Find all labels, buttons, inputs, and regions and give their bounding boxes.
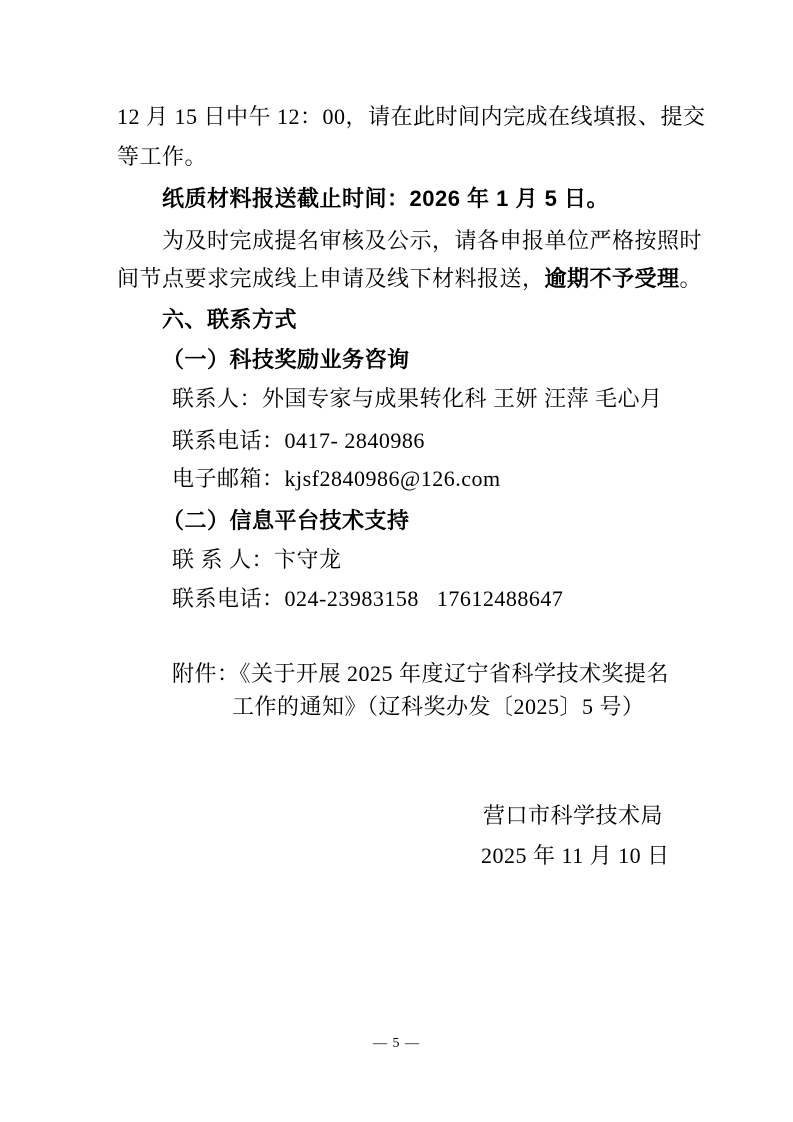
paragraph-review-line2-emphasis: 逾期不予受理 [544, 266, 680, 291]
subsection2-contact-phone: 联系电话：024-23983158 17612488647 [172, 586, 564, 611]
subsection2-contact-person: 联 系 人：卞守龙 [172, 547, 342, 572]
signature-date: 2025 年 11 月 10 日 [481, 843, 670, 868]
subsection1-contact-email: 电子邮箱：kjsf2840986@126.com [172, 466, 501, 491]
paragraph-review-line1: 为及时完成提名审核及公示，请各申报单位严格按照时 [162, 228, 703, 253]
paragraph-review-line2 [117, 265, 702, 293]
paragraph-online-deadline-line2: 等工作。 [117, 144, 208, 169]
page-number: — 5 — [373, 1036, 420, 1051]
paragraph-online-deadline-line1: 12 月 15 日中午 12：00，请在此时间内完成在线填报、提交 [117, 104, 706, 129]
signature-agency: 营口市科学技术局 [483, 803, 664, 828]
paragraph-paper-deadline: 纸质材料报送截止时间：2026 年 1 月 5 日。 [162, 186, 609, 211]
subsection1-contact-person: 联系人：外国专家与成果转化科 王妍 汪萍 毛心月 [172, 386, 663, 411]
subsection2-heading-platform-support: （二）信息平台技术支持 [162, 508, 410, 533]
paragraph-review-line2-period: 。 [679, 266, 703, 291]
section-heading-contact-info: 六、联系方式 [162, 307, 298, 332]
subsection1-heading-award-consulting: （一）科技奖励业务咨询 [162, 347, 410, 372]
attachment-reference-line1: 附件：《关于开展 2025 年度辽宁省科学技术奖提名 [172, 661, 670, 686]
attachment-reference-line2: 工作的通知》（辽科奖办发〔2025〕5 号） [232, 694, 645, 719]
paragraph-review-line2-normal: 间节点要求完成线上申请及线下材料报送， [117, 266, 545, 291]
subsection1-contact-phone: 联系电话：0417- 2840986 [172, 428, 425, 453]
